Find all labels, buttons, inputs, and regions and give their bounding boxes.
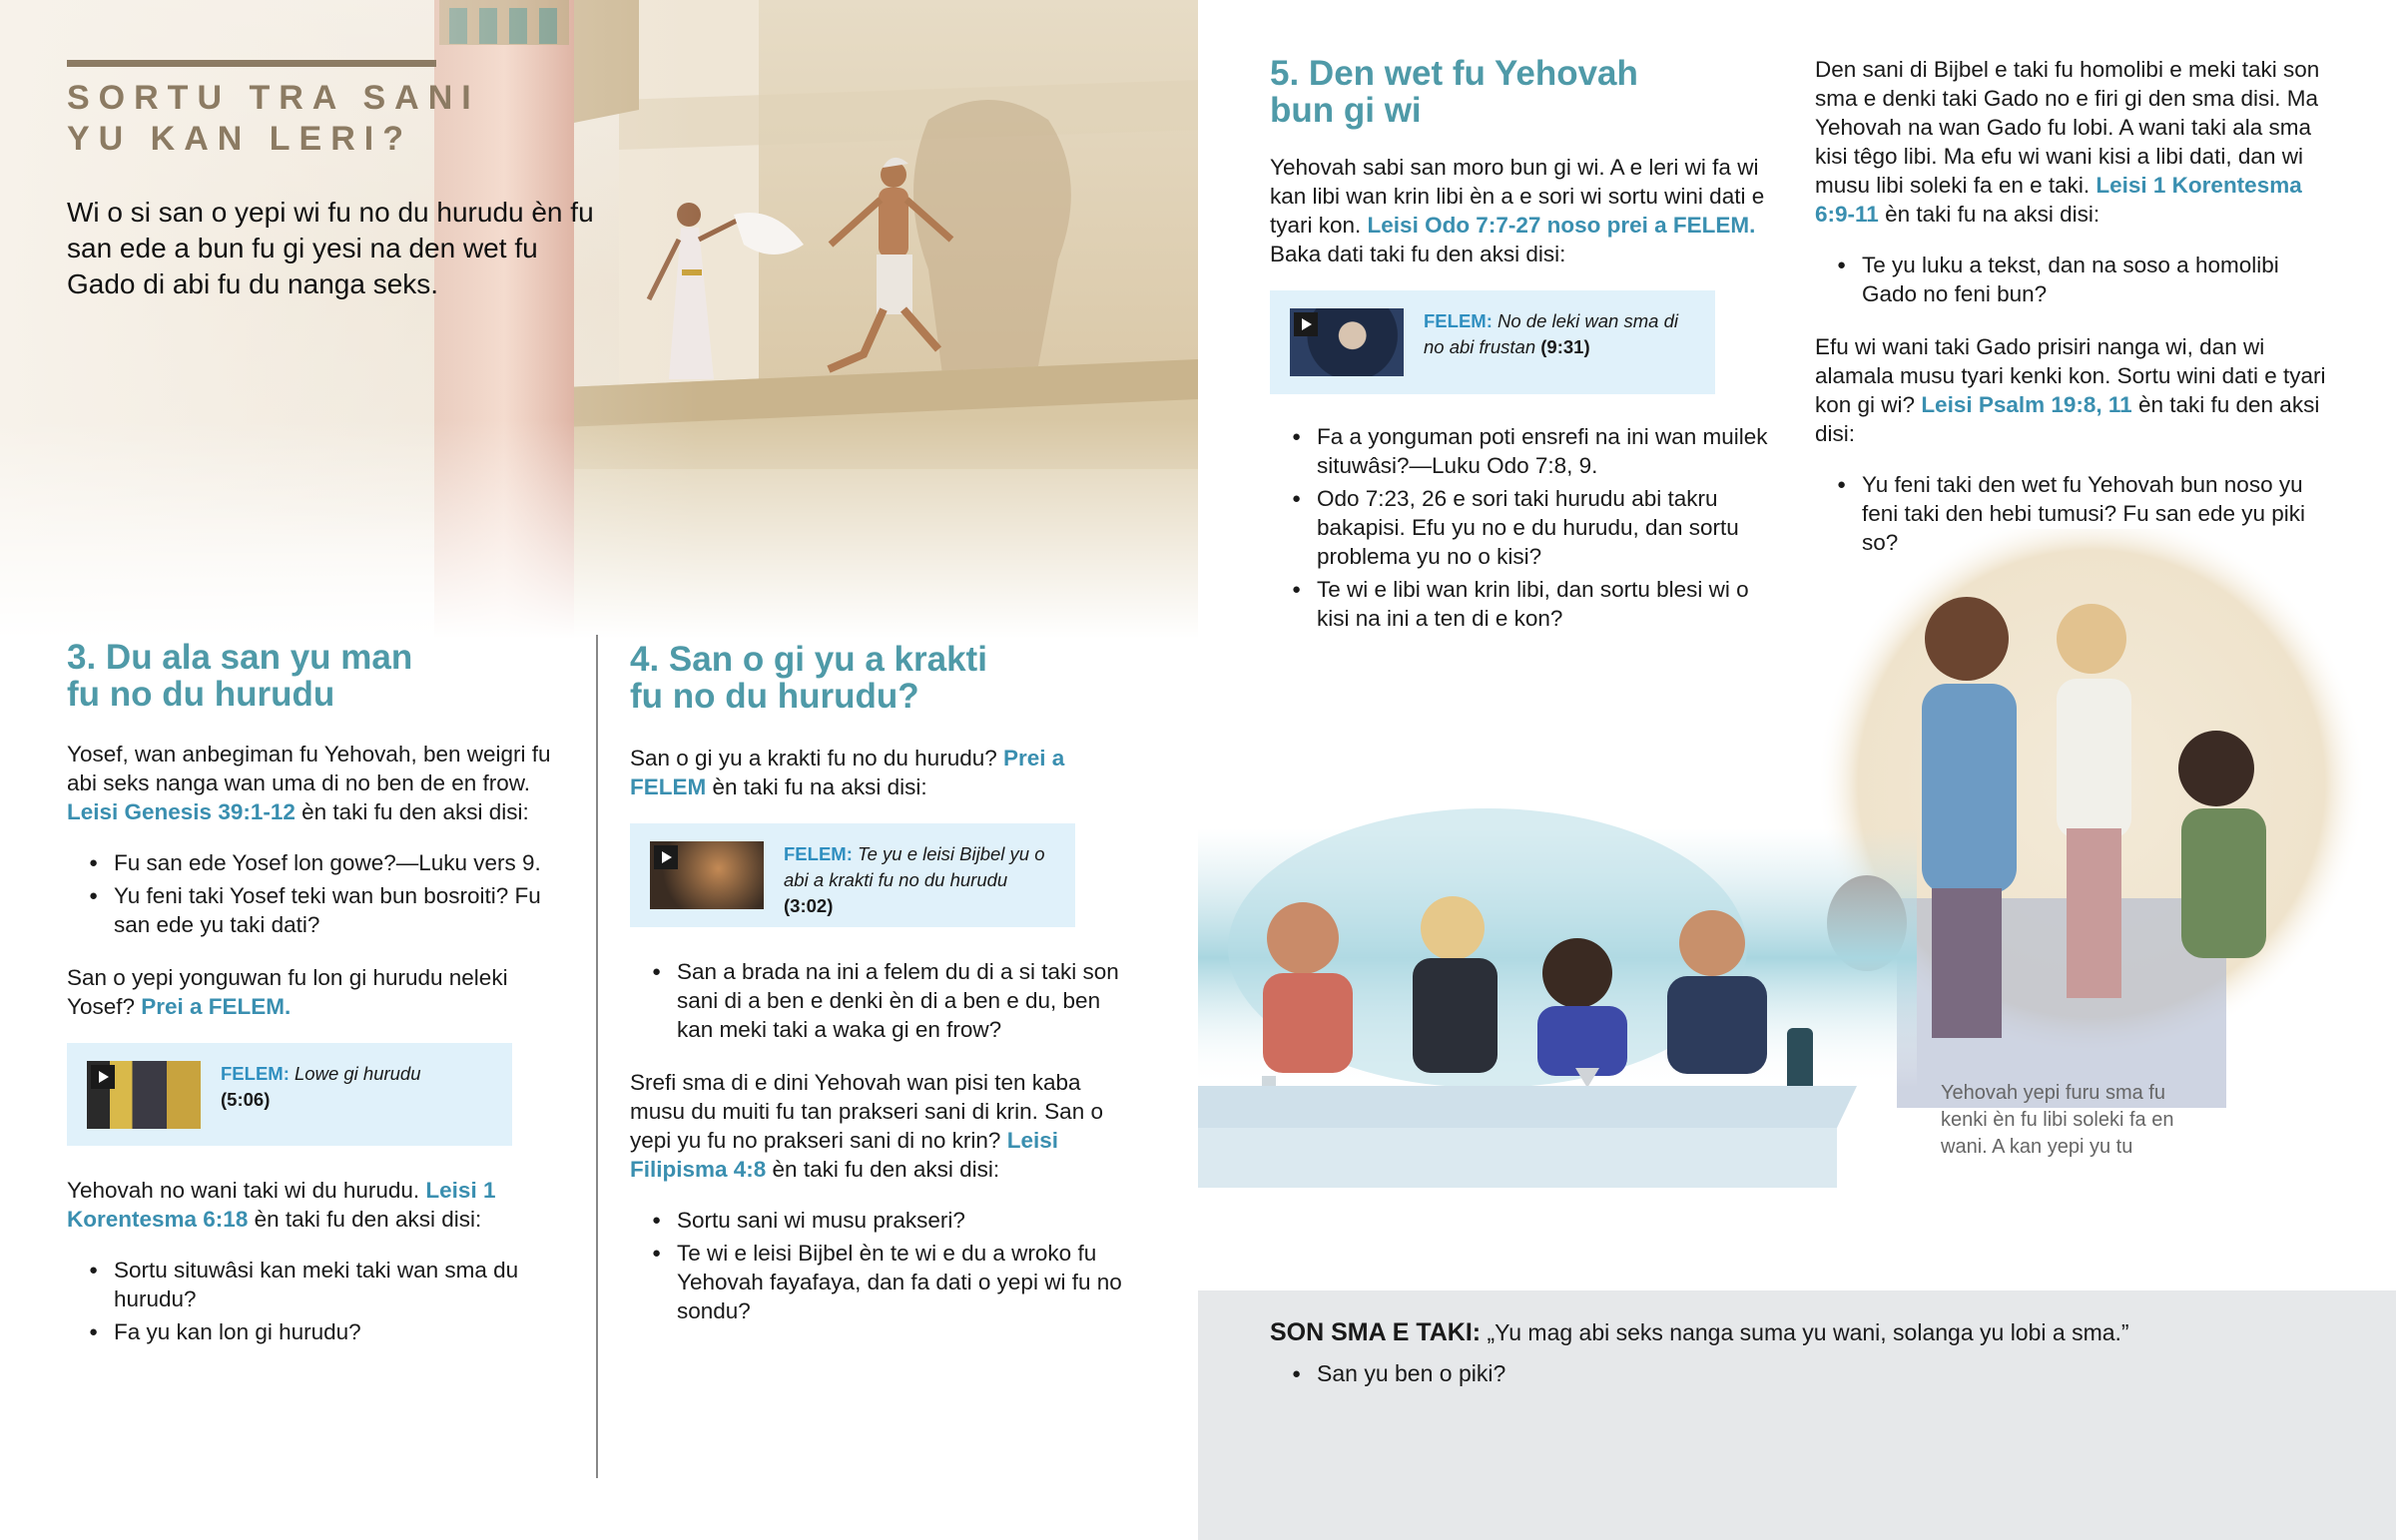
scripture-link-korentesma[interactable]: Leisi 1 Korentesma 6:9-11 bbox=[1815, 173, 2302, 227]
list-item: ● San yu ben o piki? bbox=[1270, 1359, 2268, 1388]
summary-quote: „Yu mag abi seks nanga suma yu wani, solanga yu lobi a sma.” bbox=[1481, 1319, 2129, 1345]
scripture-link-filipisma[interactable]: Leisi Filipisma 4:8 bbox=[630, 1128, 1058, 1182]
list-item: ● Fa a yonguman poti ensrefi na ini wan muilek situwâsi?—Luku Odo 7:8, 9. bbox=[1270, 422, 1784, 480]
summary-questions bbox=[1270, 1359, 2268, 1388]
list-item: ● Sortu sani wi musu prakseri? bbox=[630, 1206, 1129, 1235]
scripture-link-korentesma[interactable]: Leisi 1 Korentesma 6:18 bbox=[67, 1178, 496, 1232]
video-card-frustan[interactable] bbox=[1270, 290, 1715, 394]
list-item: ● Fa yu kan lon gi hurudu? bbox=[67, 1317, 566, 1346]
section-3-paragraph-1: Yosef, wan anbegiman fu Yehovah, ben weigri fu abi seks nanga wan uma di no ben de en frow. Leisi Genesis 39:1-12 èn taki fu den aksi disi: bbox=[67, 742, 551, 824]
video-card-leisi-bijbel[interactable] bbox=[630, 823, 1075, 927]
list-item: ● Yu feni taki den wet fu Yehovah bun noso yu feni taki den hebi tumusi? Fu san ede yu piki so? bbox=[1815, 470, 2334, 557]
play-icon[interactable] bbox=[1294, 312, 1318, 336]
summary-content bbox=[1270, 1317, 2268, 1412]
list-item: ● Odo 7:23, 26 e sori taki hurudu abi takru bakapisi. Efu yu no e du hurudu, dan sortu problema yu no o kisi? bbox=[1270, 484, 1784, 571]
section-4-paragraph-2: Srefi sma di e dini Yehovah wan pisi ten kaba musu du muiti fu tan prakseri sani di krin. San o yepi yu fu no prakseri sani di no krin? Leisi Filipisma 4:8 èn taki fu den aksi disi: bbox=[630, 1070, 1103, 1182]
kicker-rule bbox=[67, 60, 436, 67]
section-4-paragraph-1: San o gi yu a krakti fu no du hurudu? Prei a FELEM èn taki fu na aksi disi: bbox=[630, 746, 1065, 799]
section-5-heading: 5. Den wet fu Yehovah bun gi wi bbox=[1270, 54, 1638, 130]
section-3-questions-2 bbox=[67, 1256, 566, 1346]
video-label: FELEM: No de leki wan sma di no abi frustan (9:31) bbox=[1424, 310, 1678, 357]
friends-illustration bbox=[1198, 529, 2396, 1198]
section-kicker: SORTU TRA SANI YU KAN LERI? bbox=[67, 79, 480, 158]
video-thumbnail[interactable] bbox=[87, 1061, 201, 1129]
section-4-questions bbox=[630, 957, 1129, 1044]
right-column bbox=[1815, 55, 2334, 581]
section-3-paragraph-3: Yehovah no wani taki wi du hurudu. Leisi 1 Korentesma 6:18 èn taki fu den aksi disi: bbox=[67, 1178, 496, 1232]
section-4-heading: 4. San o gi yu a krakti fu no du hurudu? bbox=[630, 640, 987, 716]
section-4 bbox=[630, 641, 1129, 1349]
section-5-paragraph-1: Yehovah sabi san moro bun gi wi. A e leri wi fa wi kan libi wan krin libi èn a e sori wi sortu wini dati e tyari kon. Leisi Odo 7:7-27 noso prei a FELEM. Baka dati taki fu den aksi disi: bbox=[1270, 155, 1765, 266]
play-video-link[interactable]: Prei a FELEM bbox=[630, 746, 1065, 799]
video-card-lowe-gi-hurudu[interactable] bbox=[67, 1043, 512, 1146]
summary-statement bbox=[1270, 1317, 2268, 1347]
right-questions bbox=[1815, 251, 2334, 308]
list-item: ● Te yu luku a tekst, dan na soso a homolibi Gado no feni bun? bbox=[1815, 251, 2334, 308]
list-item: ● Fu san ede Yosef lon gowe?—Luku vers 9. bbox=[67, 848, 566, 877]
right-paragraph-1: Den sani di Bijbel e taki fu homolibi e meki taki son sma e denki taki Gado no e firi gi den sma disi. Ma Yehovah na wan Gado fu lobi. A wani taki ala sma kisi têgo libi. Ma efu wi wani kisi a libi dati, dan wi musu libi soleki fa en e taki. Leisi 1 Korentesma 6:9-11 èn taki fu na aksi disi: bbox=[1815, 57, 2320, 227]
video-thumbnail[interactable] bbox=[1290, 308, 1404, 376]
video-label: FELEM: Lowe gi hurudu (5:06) bbox=[221, 1063, 421, 1110]
scripture-link-genesis[interactable]: Leisi Genesis 39:1-12 bbox=[67, 799, 296, 824]
list-item: ● Sortu situwâsi kan meki taki wan sma du hurudu? bbox=[67, 1256, 566, 1313]
section-3-questions bbox=[67, 848, 566, 939]
play-video-link[interactable]: prei a FELEM. bbox=[1606, 213, 1756, 238]
right-paragraph-2: Efu wi wani taki Gado prisiri nanga wi, dan wi alamala musu tyari kenki kon. Sortu wini dati e tyari kon gi wi? Leisi Psalm 19:8, 11 èn taki fu den aksi disi: bbox=[1815, 334, 2326, 446]
section-4-body bbox=[630, 744, 1129, 1325]
section-3-body bbox=[67, 740, 566, 1346]
list-item: ● Te wi e leisi Bijbel èn te wi e du a wroko fu Yehovah fayafaya, dan fa dati o yepi wi fu no sondu? bbox=[630, 1239, 1129, 1325]
list-item: ● San a brada na ini a felem du di a si taki son sani di a ben e denki èn di a ben e du, ben kan meki taki a waka gi en frow? bbox=[630, 957, 1129, 1044]
section-3 bbox=[67, 639, 566, 1370]
play-icon[interactable] bbox=[91, 1065, 115, 1089]
summary-label: SON SMA E TAKI: bbox=[1270, 1318, 1482, 1346]
section-4-questions-2 bbox=[630, 1206, 1129, 1325]
list-item: ● Yu feni taki Yosef teki wan bun bosroiti? Fu san ede yu taki dati? bbox=[67, 881, 566, 939]
list-item: ● Te wi e libi wan krin libi, dan sortu blesi wi o kisi na ini a ten di e kon? bbox=[1270, 575, 1784, 633]
column-divider bbox=[596, 635, 598, 1478]
illustration-caption: Yehovah yepi furu sma fu kenki èn fu libi soleki fa en wani. A kan yepi yu tu bbox=[1941, 1082, 2174, 1158]
section-3-heading: 3. Du ala san yu man fu no du hurudu bbox=[67, 638, 413, 714]
section-3-paragraph-2: San o yepi yonguwan fu lon gi hurudu neleki Yosef? Prei a FELEM. bbox=[67, 965, 508, 1019]
scripture-link-psalm[interactable]: Leisi Psalm 19:8, 11 bbox=[1921, 392, 2132, 417]
video-label: FELEM: Te yu e leisi Bijbel yu o abi a krakti fu no du hurudu (3:02) bbox=[784, 843, 1045, 916]
scripture-link-odo[interactable]: Leisi Odo 7:7-27 bbox=[1367, 213, 1541, 238]
video-thumbnail[interactable] bbox=[650, 841, 764, 909]
intro-text: Wi o si san o yepi wi fu no du hurudu èn fu san ede a bun fu gi yesi na den wet fu Gado di abi fu du nanga seks. bbox=[67, 197, 594, 299]
play-video-link[interactable]: Prei a FELEM. bbox=[141, 994, 292, 1019]
play-icon[interactable] bbox=[654, 845, 678, 869]
